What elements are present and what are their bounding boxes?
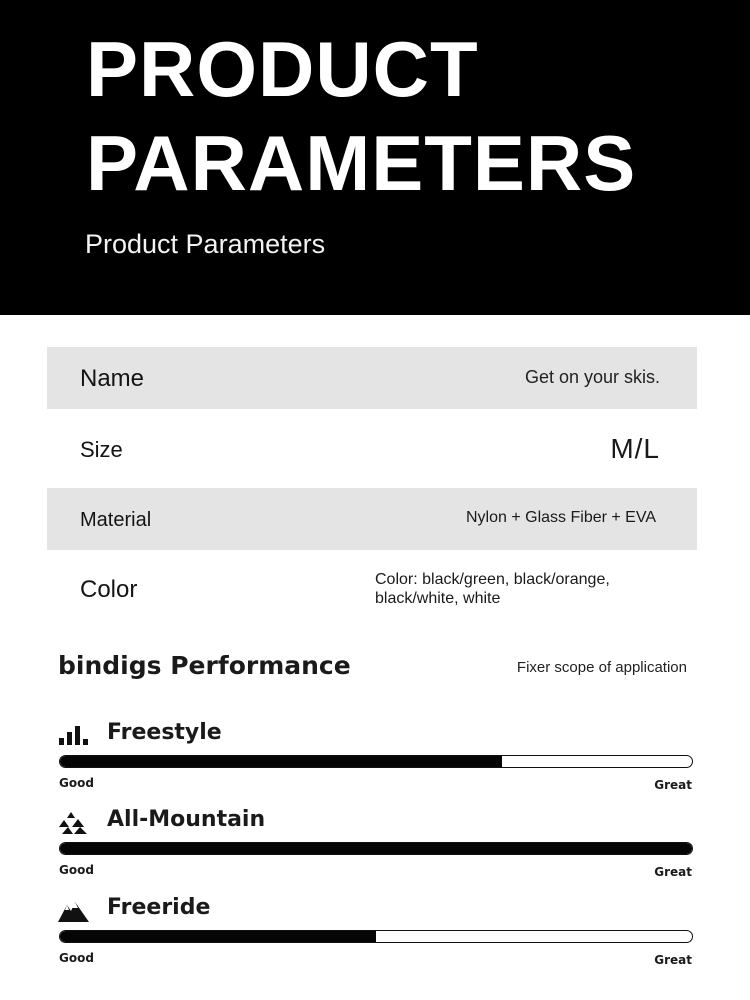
param-row-size: [47, 411, 697, 487]
scale-min-label: Good: [59, 863, 94, 877]
scale-max-label: Great: [654, 778, 692, 792]
param-value-material: Nylon + Glass Fiber + EVA: [466, 509, 656, 526]
bar-chart-icon: [58, 722, 90, 750]
hero-subtitle: Product Parameters: [85, 229, 326, 259]
param-label-material: Material: [80, 509, 152, 531]
mountain-peaks-icon: [58, 809, 90, 837]
hero-title: [86, 22, 636, 210]
performance-track: [59, 930, 693, 943]
scale-min-label: Good: [59, 951, 94, 965]
hero-title-line-2: PARAMETERS: [86, 119, 637, 207]
performance-fill: [60, 843, 692, 854]
performance-item-label: All-Mountain: [107, 807, 266, 832]
param-label-color: Color: [80, 576, 138, 603]
performance-item-label: Freeride: [107, 895, 211, 920]
performance-fill: [60, 931, 376, 942]
param-label-name: Name: [80, 365, 145, 392]
param-row-name: [47, 347, 697, 409]
scale-max-label: Great: [654, 953, 692, 967]
param-label-size: Size: [80, 437, 123, 462]
performance-fill: [60, 756, 502, 767]
param-value-name: Get on your skis.: [524, 367, 660, 387]
performance-heading: bindigs Performance: [58, 651, 351, 680]
hero-title-line-1: PRODUCT: [86, 25, 479, 113]
performance-item-label: Freestyle: [107, 720, 222, 745]
performance-note: Fixer scope of application: [516, 659, 687, 676]
mountain-icon: [58, 897, 90, 925]
performance-track: [59, 755, 693, 768]
param-value-color: Color: black/green, black/orange, black/white, white: [375, 571, 610, 607]
param-value-size: M/L: [610, 433, 660, 464]
scale-max-label: Great: [654, 865, 692, 879]
scale-min-label: Good: [59, 776, 94, 790]
param-row-color: [47, 552, 697, 632]
param-row-material: [47, 488, 697, 550]
hero-banner: [0, 0, 750, 315]
performance-track: [59, 842, 693, 855]
